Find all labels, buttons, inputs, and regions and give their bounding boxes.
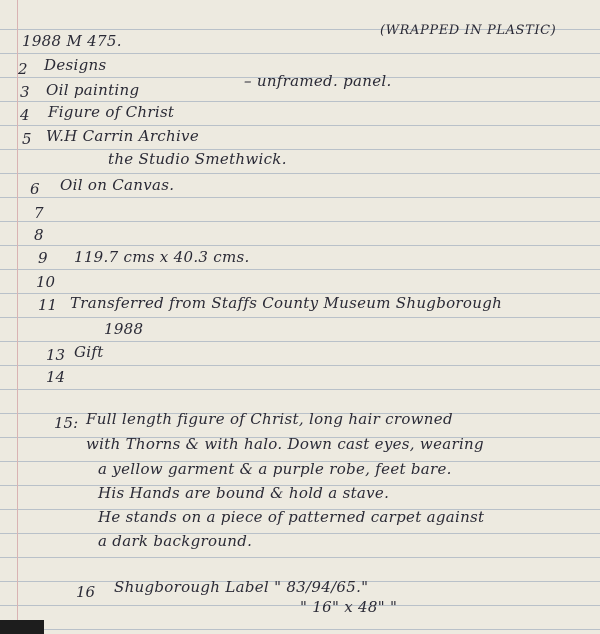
- entry-text: 119.7 cms x 40.3 cms.: [74, 248, 250, 266]
- entry-text: Figure of Christ: [48, 103, 175, 121]
- label-text: Shugborough Label " 83/94/65.": [114, 578, 369, 596]
- entry-number: 3: [20, 83, 30, 101]
- description-line: His Hands are bound & hold a stave.: [98, 484, 390, 502]
- description-line: He stands on a piece of patterned carpet against: [98, 508, 485, 526]
- entry-number: 7: [34, 204, 44, 222]
- description-line: with Thorns & with halo. Down cast eyes, wearing: [86, 435, 484, 453]
- wrapping-note: (WRAPPED IN PLASTIC): [380, 23, 557, 38]
- entry-number: 11: [38, 296, 58, 314]
- entry-number: 9: [38, 249, 48, 267]
- entry-text: W.H Carrin Archive: [46, 127, 200, 145]
- entry-text: Transferred from Staffs County Museum Shugborough: [70, 294, 503, 312]
- scan-corner: [0, 620, 44, 634]
- entry-text: Designs: [44, 56, 107, 74]
- entry-text: Gift: [74, 343, 104, 361]
- entry-number: 10: [36, 273, 56, 291]
- entry-text-line2: 1988: [104, 320, 144, 338]
- entry-text: Oil on Canvas.: [60, 176, 175, 194]
- description-line: Full length figure of Christ, long hair crowned: [86, 410, 453, 428]
- entry-number: 2: [18, 60, 28, 78]
- label-number: 16: [76, 583, 96, 601]
- description-line: a yellow garment & a purple robe, feet bare.: [98, 460, 452, 478]
- description-number: 15:: [54, 414, 79, 432]
- entry-number: 5: [22, 130, 32, 148]
- entry-number: 6: [30, 180, 40, 198]
- description-line: a dark background.: [98, 532, 253, 550]
- entry-number: 4: [20, 106, 30, 124]
- entry-text: Oil painting: [46, 81, 140, 99]
- label-dimensions: " 16" x 48" ": [300, 598, 398, 616]
- entry-extra: – unframed. panel.: [244, 72, 392, 90]
- entry-number: 8: [34, 226, 44, 244]
- entry-text-line2: the Studio Smethwick.: [108, 150, 287, 168]
- page-margin-line: [17, 0, 18, 634]
- accession-number: 1988 M 475.: [22, 32, 122, 50]
- entry-number: 14: [46, 368, 66, 386]
- entry-number: 13: [46, 346, 66, 364]
